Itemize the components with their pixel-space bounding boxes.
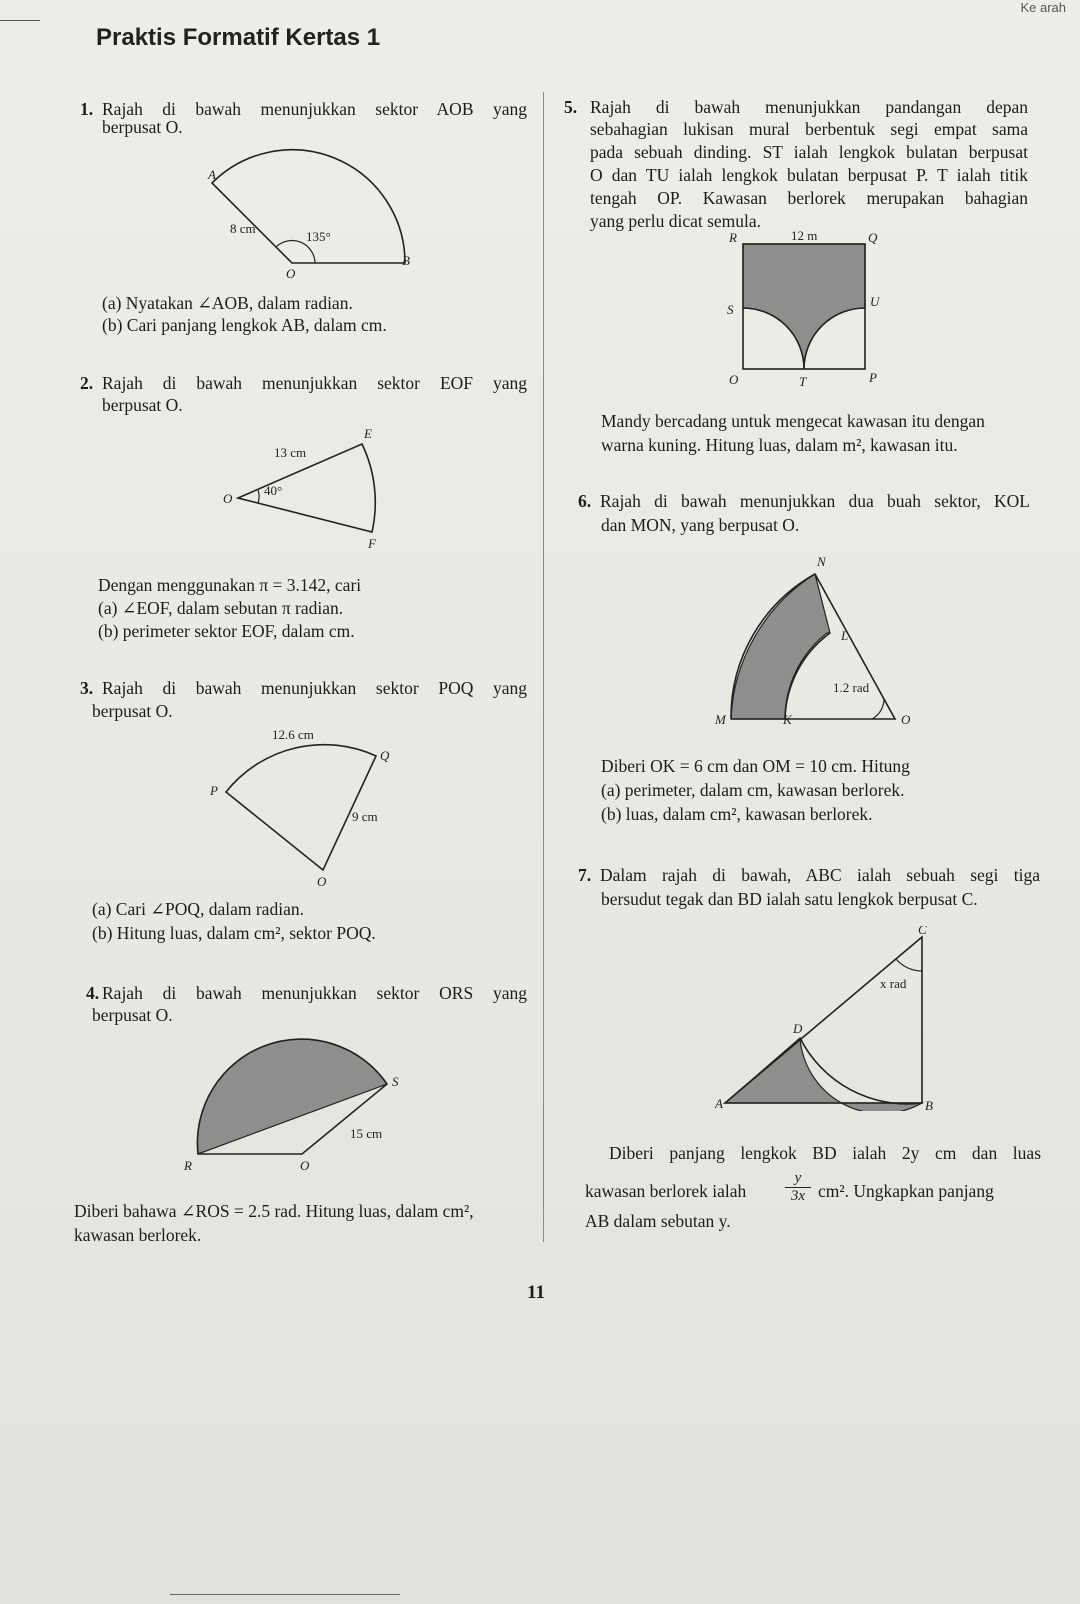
q6-label-L: L (841, 628, 849, 643)
q4-sector-diagram (180, 1030, 420, 1180)
q7-label-D: D (793, 1021, 803, 1036)
q6-stem-line2: dan MON, yang berpusat O. (601, 515, 800, 535)
q6-label-angle: 1.2 rad (833, 680, 870, 695)
q5-label-side: 12 m (791, 228, 818, 243)
column-divider (543, 92, 544, 1242)
q2-stem-line2: berpusat O. (102, 395, 183, 415)
q1-sector-diagram (200, 145, 440, 285)
q3-stem-line2: berpusat O. (92, 701, 173, 721)
q2-label-radius: 13 cm (274, 445, 307, 460)
q5-label-Q: Q (868, 230, 878, 245)
page-title: Praktis Formatif Kertas 1 (96, 24, 381, 51)
q1-number: 1. (80, 99, 94, 119)
q4-given2: kawasan berlorek. (74, 1225, 202, 1245)
q5-line3: pada sebuah dinding. ST ialah lengkok bulatan berpusat (590, 142, 1028, 162)
q6-label-M: M (715, 712, 726, 727)
q7-frac-num: y (794, 1170, 802, 1186)
q5-label-U: U (870, 294, 880, 309)
q4-label-radius: 15 cm (350, 1126, 383, 1141)
q7-number: 7. (578, 865, 592, 885)
q4-label-O: O (300, 1158, 310, 1173)
q2-label-angle: 40° (264, 483, 283, 498)
q2-intro: Dengan menggunakan π = 3.142, cari (98, 575, 362, 595)
q5-label-R: R (729, 230, 737, 245)
q7-label-B: B (925, 1098, 933, 1111)
q2-part-a: (a) ∠EOF, dalam sebutan π radian. (98, 598, 344, 618)
q7-given3: AB dalam sebutan y. (585, 1211, 731, 1231)
q4-stem-line2: berpusat O. (92, 1005, 173, 1025)
q6-label-K: K (783, 712, 792, 727)
q1-label-angle: 135° (306, 229, 331, 244)
q1-label-B: B (402, 253, 410, 268)
q5-line4: O dan TU ialah lengkok bulatan berpusat P. T ialah titik (590, 165, 1028, 185)
q3-stem-line1: Rajah di bawah menunjukkan sektor POQ yang (102, 678, 527, 698)
q5-label-P: P (869, 370, 877, 385)
q6-part-a: (a) perimeter, dalam cm, kawasan berlorek. (601, 780, 905, 800)
q2-part-b: (b) perimeter sektor EOF, dalam cm. (98, 621, 355, 641)
q5-label-S: S (727, 302, 734, 317)
q4-label-R: R (184, 1158, 192, 1173)
q2-number: 2. (80, 373, 94, 393)
q1-label-O: O (286, 266, 296, 281)
q3-sector-diagram (200, 720, 420, 890)
q2-label-O: O (223, 491, 233, 506)
q5-line5: tengah OP. Kawasan berlorek merupakan bahagian (590, 188, 1028, 208)
q6-label-O: O (901, 712, 911, 727)
top-rule (0, 20, 40, 21)
q7-frac-den: 3x (790, 1188, 806, 1204)
q3-part-a: (a) Cari ∠POQ, dalam radian. (92, 899, 304, 919)
q7-triangle-diagram (715, 926, 950, 1111)
q7-given2b: cm². Ungkapkan panjang (818, 1181, 994, 1201)
q4-given: Diberi bahawa ∠ROS = 2.5 rad. Hitung luas, dalam cm², (74, 1201, 474, 1221)
q6-stem-line1: Rajah di bawah menunjukkan dua buah sektor, KOL (600, 491, 1030, 511)
q1-label-A: A (208, 167, 216, 182)
q7-stem-line2: bersudut tegak dan BD ialah satu lengkok berpusat C. (601, 889, 978, 909)
q4-stem-line1: Rajah di bawah menunjukkan sektor ORS yang (102, 983, 527, 1003)
q3-label-arc: 12.6 cm (272, 727, 314, 742)
q1-stem-line2: berpusat O. (102, 117, 183, 137)
q3-part-b: (b) Hitung luas, dalam cm², sektor POQ. (92, 923, 376, 943)
q2-sector-diagram (220, 420, 400, 555)
q2-label-F: F (368, 536, 376, 551)
q5-label-T: T (799, 374, 807, 389)
q1-stem-line1: Rajah di bawah menunjukkan sektor AOB yang (102, 99, 527, 119)
q3-label-Q: Q (380, 748, 390, 763)
bottom-rule (170, 1594, 400, 1595)
page-number: 11 (527, 1282, 545, 1303)
q5-line6: yang perlu dicat semula. (590, 211, 762, 231)
q7-label-angle: x rad (880, 976, 907, 991)
q7-given1: Diberi panjang lengkok BD ialah 2y cm dan luas (609, 1143, 1041, 1163)
q7-stem-line1: Dalam rajah di bawah, ABC ialah sebuah segi tiga (600, 865, 1040, 885)
q7-label-A: A (715, 1096, 723, 1111)
q5-number: 5. (564, 97, 578, 117)
q5-line2: sebahagian lukisan mural berbentuk segi empat sama (590, 119, 1028, 139)
q3-label-O: O (317, 874, 327, 889)
q5-after2: warna kuning. Hitung luas, dalam m², kawasan itu. (601, 435, 958, 455)
q1-part-a: (a) Nyatakan ∠AOB, dalam radian. (102, 293, 353, 313)
q6-number: 6. (578, 491, 592, 511)
q5-line1: Rajah di bawah menunjukkan pandangan depan (590, 97, 1028, 117)
q3-number: 3. (80, 678, 94, 698)
q1-part-b: (b) Cari panjang lengkok AB, dalam cm. (102, 315, 387, 335)
q7-label-C: C (918, 926, 927, 937)
q3-label-P: P (210, 783, 218, 798)
q6-label-N: N (817, 554, 826, 569)
q6-part-b: (b) luas, dalam cm², kawasan berlorek. (601, 804, 873, 824)
q2-stem-line1: Rajah di bawah menunjukkan sektor EOF yang (102, 373, 527, 393)
q7-frac (785, 1170, 811, 1205)
q7-given2a: kawasan berlorek ialah (585, 1181, 747, 1201)
corner-text: Ke arah (1020, 0, 1066, 15)
q6-sector-diagram (715, 552, 920, 727)
q4-number: 4. (86, 983, 100, 1003)
q5-after1: Mandy bercadang untuk mengecat kawasan itu dengan (601, 411, 985, 431)
q3-label-radius: 9 cm (352, 809, 378, 824)
q4-label-S: S (392, 1074, 399, 1089)
q5-label-O: O (729, 372, 739, 387)
q5-mural-diagram (715, 226, 915, 396)
q2-label-E: E (364, 426, 372, 441)
q6-given: Diberi OK = 6 cm dan OM = 10 cm. Hitung (601, 756, 910, 776)
q1-label-radius: 8 cm (230, 221, 256, 236)
